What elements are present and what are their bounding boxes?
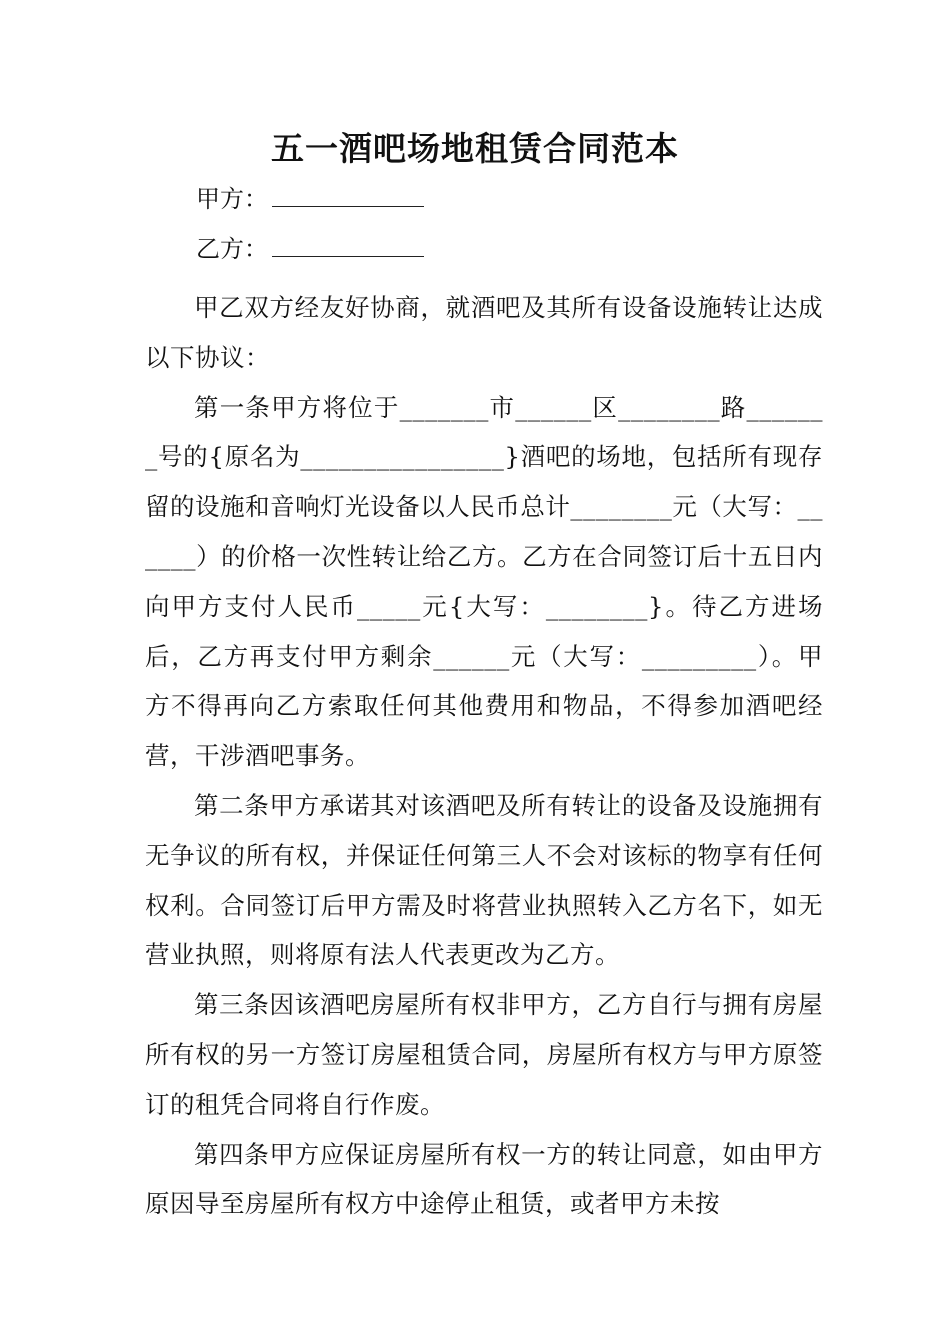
document-title: 五一酒吧场地租赁合同范本	[271, 129, 679, 168]
paragraph-article-2: 第二条甲方承诺其对该酒吧及所有转让的设备及设施拥有无争议的所有权，并保证任何第三人不会对该标的物享有任何权利。合同签订后甲方需及时将营业执照转入乙方名下，如无营业执照，则将原有法人代表更改为乙方。	[145, 790, 823, 970]
paragraph-article-1: 第一条甲方将位于_______市______区________路_______号的{原名为________________}酒吧的场地，包括所有现存留的设施和音响灯光设备以人民币总计________元（大写：______）的价格一次性转让给乙方。乙方在合同签订后十五日内向甲方支付人民币_____元{大写：________}。待乙方进场后，乙方再支付甲方剩余______元（大写：_________）。甲方不得再向乙方索取任何其他费用和物品，不得参加酒吧经营，干涉酒吧事务。	[145, 392, 823, 771]
paragraph-article-3: 第三条因该酒吧房屋所有权非甲方，乙方自行与拥有房屋所有权的另一方签订房屋租赁合同，房屋所有权方与甲方原签订的租凭合同将自行作废。	[145, 990, 823, 1119]
party-b-blank	[272, 234, 424, 257]
party-a-label: 甲方：	[196, 185, 268, 213]
party-b-label: 乙方：	[196, 235, 268, 263]
party-a-blank	[272, 184, 424, 207]
party-a-line	[196, 184, 424, 214]
document-body	[145, 283, 823, 1229]
party-b-line	[196, 234, 424, 264]
paragraph-intro: 甲乙双方经友好协商，就酒吧及其所有设备设施转让达成以下协议：	[145, 293, 823, 372]
paragraph-article-4: 第四条甲方应保证房屋所有权一方的转让同意，如由甲方原因导至房屋所有权方中途停止租赁，或者甲方未按	[145, 1139, 823, 1219]
